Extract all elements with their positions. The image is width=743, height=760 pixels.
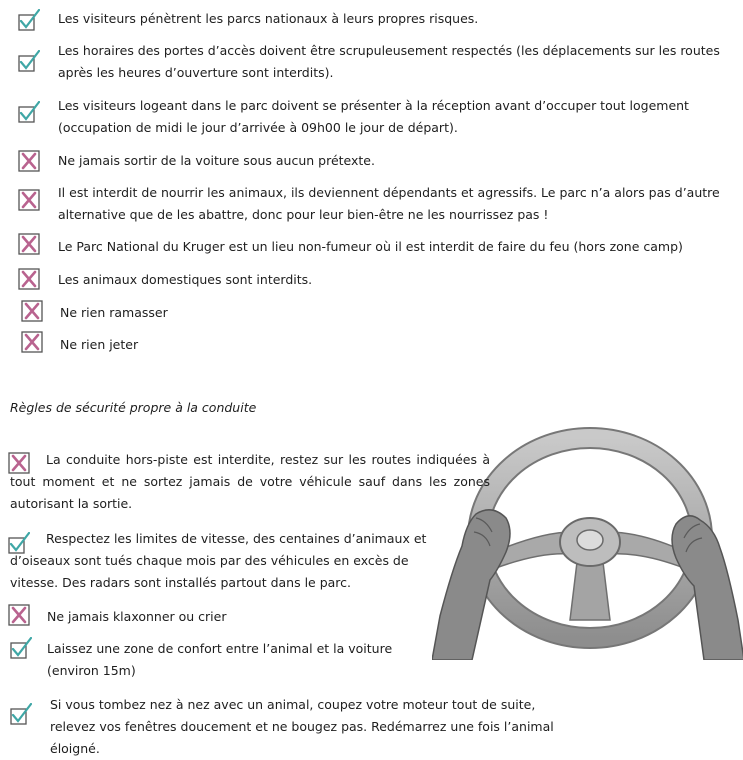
rule-text: Les animaux domestiques sont interdits. [58,272,313,287]
rule-text: Ne rien ramasser [60,305,168,320]
rule-text: Il est interdit de nourrir les animaux, ils deviennent dépendants et agressifs. Le parc n’a alors pas d’autre alternative que de les abattre, donc pour leur bien-être ne les nourrissez pas ! [58,185,720,222]
cross-icon [8,604,30,626]
rule-text: Les horaires des portes d’accès doivent être scrupuleusement respectés (les déplacements sur les routes après les heures d’ouverture sont interdits). [58,43,720,80]
rule-text: Si vous tombez nez à nez avec un animal, coupez votre moteur tout de suite, relevez vos fenêtres doucement et ne bougez pas. Redémarrez une fois l’animal éloigné. [50,697,554,756]
rule-text: Le Parc National du Kruger est un lieu non-fumeur où il est interdit de faire du feu (hors zone camp) [58,239,683,254]
rule-text: Ne jamais sortir de la voiture sous aucun prétexte. [58,153,375,168]
checkmark-icon [10,637,32,659]
cross-icon [18,189,40,211]
checkmark-icon [18,9,40,31]
rule-text: Ne jamais klaxonner ou crier [47,609,227,624]
cross-icon [18,233,40,255]
rule-text: Les visiteurs logeant dans le parc doivent se présenter à la réception avant d’occuper tout logement (occupation de midi le jour d’arrivée à 09h00 le jour de départ). [58,98,689,135]
checkmark-icon [18,101,40,123]
cross-icon [21,300,43,322]
cross-icon [21,331,43,353]
rule-text: Les visiteurs pénètrent les parcs nationaux à leurs propres risques. [58,11,479,26]
rule-text: Laissez une zone de confort entre l’animal et la voiture (environ 15m) [47,641,393,678]
rule-text: La conduite hors-piste est interdite, restez sur les routes indiquées à tout moment et ne sortez jamais de votre véhicule sauf dans les zones autorisant la sortie. [10,452,490,511]
section-heading: Règles de sécurité propre à la conduite [10,400,257,415]
checkmark-icon [10,703,32,725]
cross-icon [18,268,40,290]
rule-text: Ne rien jeter [60,337,139,352]
cross-icon [18,150,40,172]
checkmark-icon [18,50,40,72]
rule-text: Respectez les limites de vitesse, des centaines d’animaux et d’oiseaux sont tués chaque mois par des véhicules en excès de vitesse. Des radars sont installés partout dans le parc. [10,531,427,590]
